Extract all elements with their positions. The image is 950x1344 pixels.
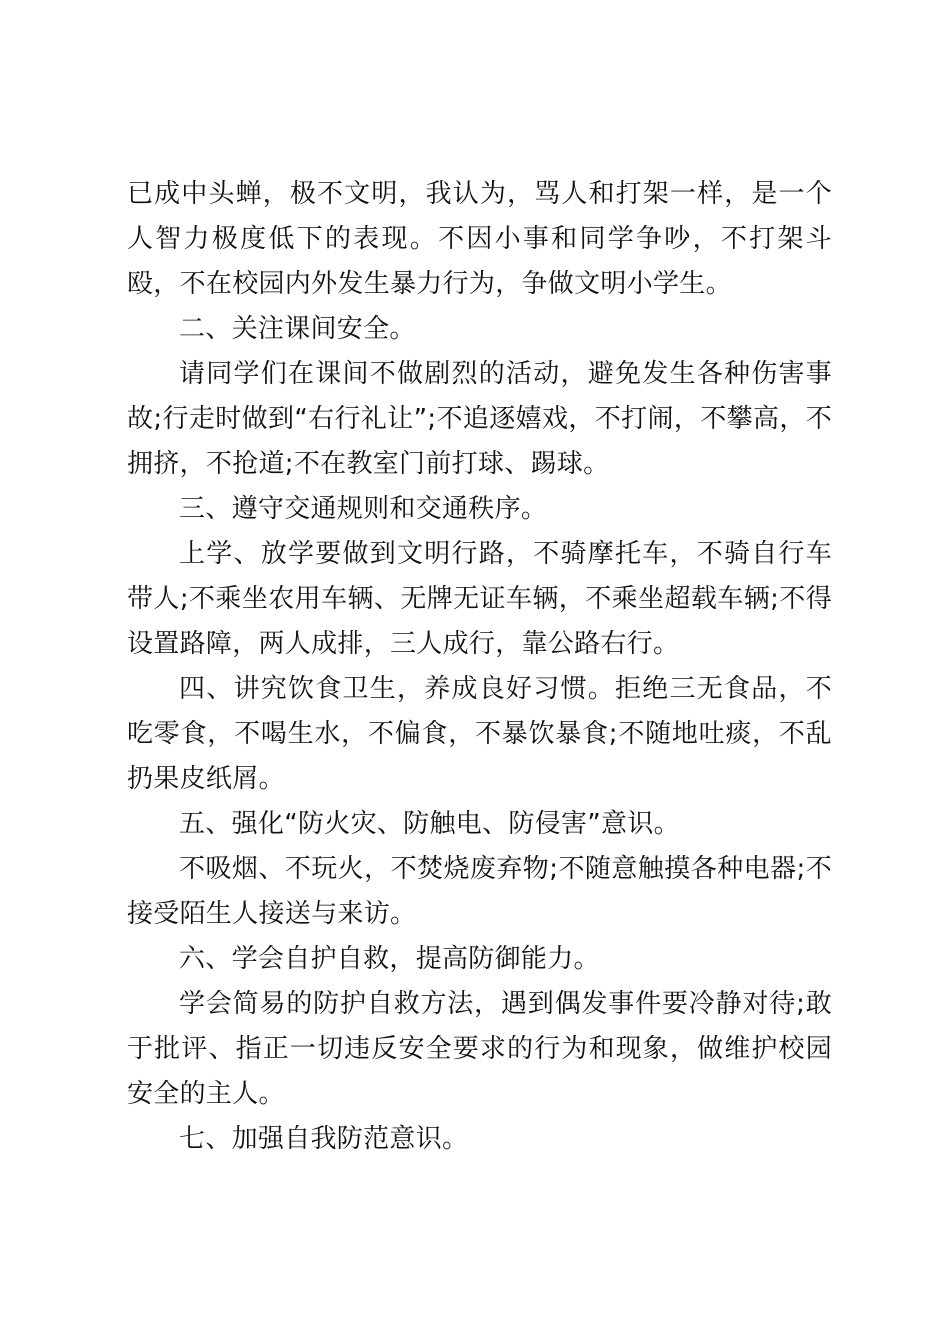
paragraph-section-3: 上学、放学要做到文明行路，不骑摩托车，不骑自行车带人;不乘坐农用车辆、无牌无证车辆，不乘坐超载车辆;不得设置路障，两人成排，三人成行，靠公路右行。 [127,539,832,659]
document-body [127,172,832,1162]
section-heading-6: 六、学会自护自救，提高防御能力。 [179,944,600,974]
paragraph-continuation: 已成中头蝉，极不文明，我认为，骂人和打架一样，是一个人智力极度低下的表现。不因小事和同学争吵，不打架斗殴，不在校园内外发生暴力行为，争做文明小学生。 [127,179,832,299]
section-heading-5: 五、强化“防火灾、防触电、防侵害”意识。 [179,809,680,839]
section-heading-3: 三、遵守交通规则和交通秩序。 [179,494,548,524]
section-heading-7: 七、加强自我防范意识。 [179,1124,469,1154]
paragraph-section-5: 不吸烟、不玩火，不焚烧废弃物;不随意触摸各种电器;不接受陌生人接送与来访。 [127,854,832,929]
paragraph-section-4: 四、讲究饮食卫生，养成良好习惯。拒绝三无食品，不吃零食，不喝生水，不偏食，不暴饮暴食;不随地吐痰，不乱扔果皮纸屑。 [127,674,832,794]
paragraph-section-2: 请同学们在课间不做剧烈的活动，避免发生各种伤害事故;行走时做到“右行礼让”;不追逐嬉戏，不打闹，不攀高，不拥挤，不抢道;不在教室门前打球、踢球。 [127,359,832,479]
paragraph-section-6: 学会简易的防护自救方法，遇到偶发事件要冷静对待;敢于批评、指正一切违反安全要求的行为和现象，做维护校园安全的主人。 [127,989,832,1109]
section-heading-2: 二、关注课间安全。 [179,314,416,344]
